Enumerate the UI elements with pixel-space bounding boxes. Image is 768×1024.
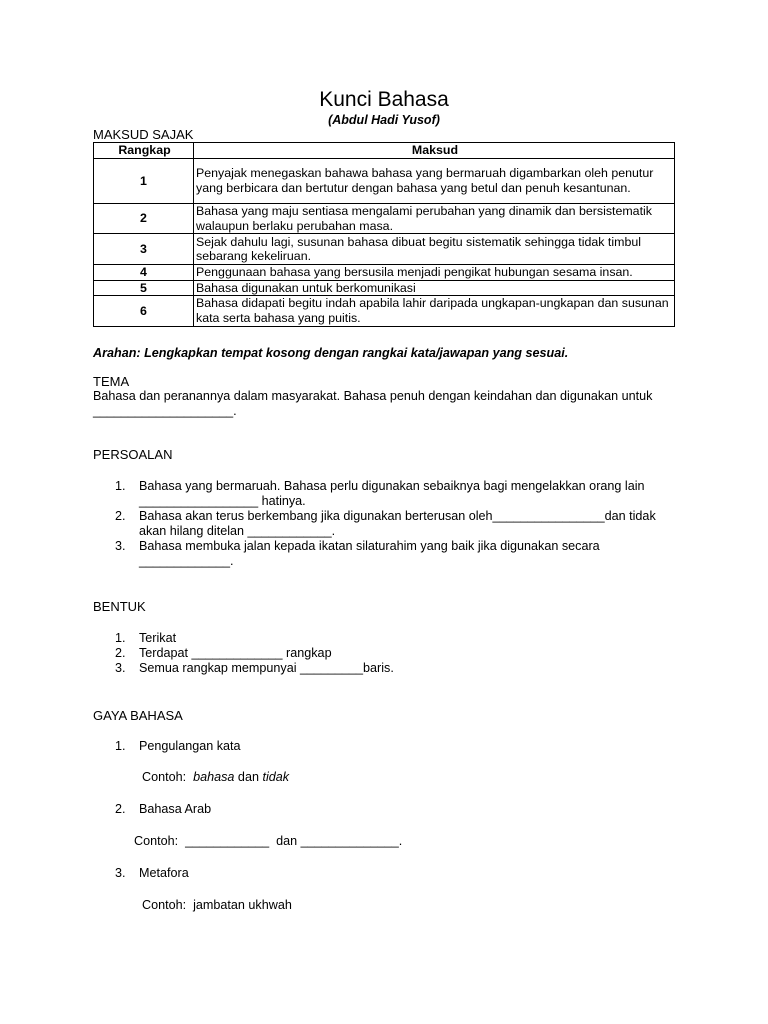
list-number: 2. xyxy=(115,802,126,816)
contoh-text: ____________ dan ______________. xyxy=(185,834,403,848)
rangkap-number: 1 xyxy=(94,159,194,204)
list-text: Pengulangan kata xyxy=(139,739,241,753)
rangkap-number: 5 xyxy=(94,280,194,296)
list-text: Terdapat _____________ rangkap xyxy=(139,646,332,660)
list-text: Terikat xyxy=(139,631,177,645)
table-row xyxy=(94,159,675,204)
document-title: Kunci Bahasa xyxy=(319,88,449,111)
list-number: 3. xyxy=(115,539,126,553)
maksud-sajak-heading: MAKSUD SAJAK xyxy=(93,127,194,142)
bentuk-heading: BENTUK xyxy=(93,599,146,614)
table-row xyxy=(94,296,675,326)
contoh-join: dan xyxy=(234,770,263,784)
list-number: 1. xyxy=(115,631,126,645)
maksud-text: Bahasa yang maju sentiasa mengalami perubahan yang dinamik dan bersistematik walaupun berlaku perubahan masa. xyxy=(194,204,675,234)
maksud-text: Bahasa didapati begitu indah apabila lahir daripada ungkapan-ungkapan dan susunan kata serta bahasa yang puitis. xyxy=(194,296,675,326)
contoh-word: tidak xyxy=(262,770,290,784)
maksud-text: Sejak dahulu lagi, susunan bahasa dibuat begitu sistematik sehingga tidak timbul sebarang kekeliruan. xyxy=(194,234,675,265)
col-maksud-header: Maksud xyxy=(194,143,675,159)
table-row xyxy=(94,280,675,296)
maksud-text: Bahasa digunakan untuk berkomunikasi xyxy=(194,280,675,296)
contoh-label: Contoh: xyxy=(142,770,187,784)
list-text: Bahasa akan terus berkembang jika digunakan berterusan oleh________________dan tidak akan hilang ditelan ____________. xyxy=(139,509,656,538)
list-text: Bahasa membuka jalan kepada ikatan silaturahim yang baik jika digunakan secara _____________. xyxy=(139,539,600,568)
rangkap-number: 4 xyxy=(94,265,194,281)
table-header-row xyxy=(94,143,675,159)
tema-text: Bahasa dan peranannya dalam masyarakat. Bahasa penuh dengan keindahan dan digunakan untuk ____________________. xyxy=(93,389,653,418)
table-row xyxy=(94,265,675,281)
maksud-table xyxy=(93,142,675,327)
tema-heading: TEMA xyxy=(93,374,130,389)
maksud-text: Penyajak menegaskan bahawa bahasa yang bermaruah digambarkan oleh penutur yang berbicara dan bertutur dengan bahasa yang betul dan penuh kesantunan. xyxy=(194,159,675,204)
rangkap-number: 2 xyxy=(94,204,194,234)
contoh-label: Contoh: xyxy=(134,834,179,848)
rangkap-number: 6 xyxy=(94,296,194,326)
maksud-text: Penggunaan bahasa yang bersusila menjadi pengikat hubungan sesama insan. xyxy=(194,265,675,281)
list-number: 1. xyxy=(115,479,126,493)
contoh-line xyxy=(134,834,402,849)
persoalan-heading: PERSOALAN xyxy=(93,447,173,462)
contoh-label: Contoh: xyxy=(142,898,187,912)
list-text: Semua rangkap mempunyai _________baris. xyxy=(139,661,394,675)
col-rangkap-header: Rangkap xyxy=(94,143,194,159)
list-number: 2. xyxy=(115,646,126,660)
table-row xyxy=(94,234,675,265)
contoh-word: bahasa xyxy=(193,770,235,784)
contoh-text: jambatan ukhwah xyxy=(193,898,292,912)
rangkap-number: 3 xyxy=(94,234,194,265)
list-number: 2. xyxy=(115,509,126,523)
list-number: 3. xyxy=(115,866,126,880)
instruction-text: Arahan: Lengkapkan tempat kosong dengan rangkai kata/jawapan yang sesuai. xyxy=(93,346,569,360)
list-number: 1. xyxy=(115,739,126,753)
document-author: (Abdul Hadi Yusof) xyxy=(328,113,440,127)
list-text: Bahasa yang bermaruah. Bahasa perlu digunakan sebaiknya bagi mengelakkan orang lain _________________ hatinya. xyxy=(139,479,645,508)
list-number: 3. xyxy=(115,661,126,675)
gaya-bahasa-heading: GAYA BAHASA xyxy=(93,708,183,723)
contoh-line xyxy=(142,770,289,785)
table-row xyxy=(94,204,675,234)
contoh-line xyxy=(142,898,292,913)
list-text: Metafora xyxy=(139,866,189,880)
list-text: Bahasa Arab xyxy=(139,802,212,816)
